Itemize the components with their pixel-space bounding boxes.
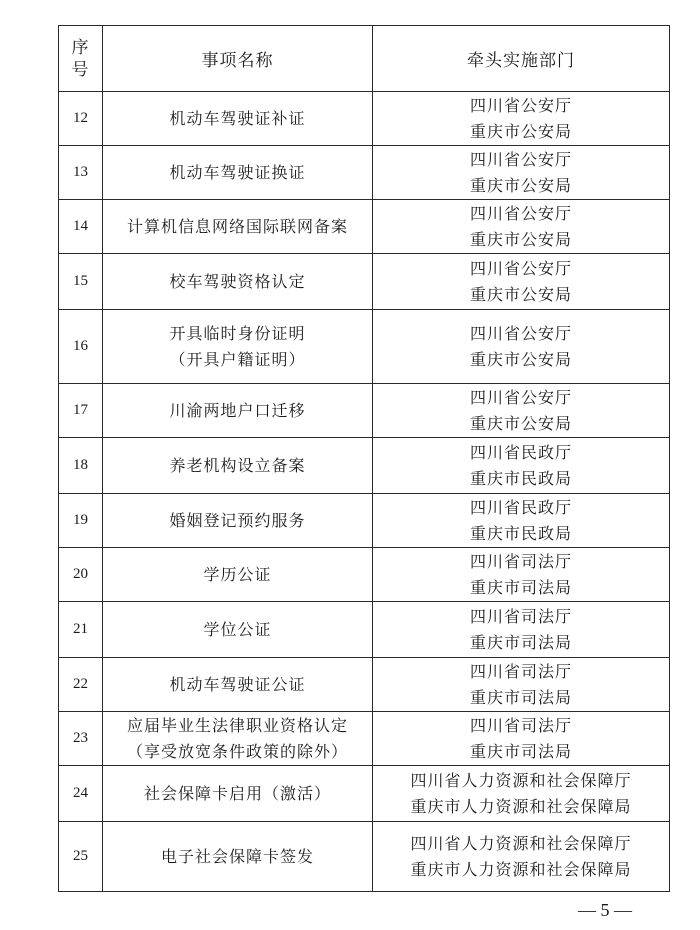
item-name-line: 开具临时身份证明 [169,323,306,343]
row-number: 19 [59,494,103,548]
table-row [59,658,670,712]
item-name-line: 电子社会保障卡签发 [160,846,314,866]
table-row [59,254,670,310]
department-line: 重庆市公安局 [469,349,572,369]
department-line: 四川省公安厅 [469,387,572,407]
header-number [59,26,103,92]
row-number: 23 [59,712,103,766]
item-name-line: 校车驾驶资格认定 [169,271,306,291]
table-row [59,712,670,766]
item-name-line: 婚姻登记预约服务 [169,510,306,530]
item-name-line: （开具户籍证明） [169,349,306,369]
department-line: 重庆市司法局 [469,632,572,652]
item-name-line: 计算机信息网络国际联网备案 [126,216,348,236]
item-name-line: 机动车驾驶证公证 [169,674,306,694]
table-row [59,822,670,892]
item-name-cell [103,712,373,766]
item-name-cell [103,384,373,438]
row-number: 24 [59,766,103,822]
row-number: 25 [59,822,103,892]
item-name-cell [103,310,373,384]
item-name-cell [103,822,373,892]
item-name-cell [103,766,373,822]
department-line: 重庆市人力资源和社会保障局 [410,796,632,816]
department-line: 重庆市司法局 [469,687,572,707]
item-name-line: （享受放宽条件政策的除外） [126,741,348,761]
table-row [59,602,670,658]
department-line: 四川省人力资源和社会保障厅 [410,770,632,790]
department-line: 四川省民政厅 [469,442,572,462]
item-name-cell [103,200,373,254]
page-number: — 5 — [578,900,632,920]
department-line: 四川省公安厅 [469,323,572,343]
department-cell [373,310,670,384]
department-cell [373,658,670,712]
table-body [59,92,670,892]
header-number-line2: 号 [71,59,90,80]
department-line: 重庆市司法局 [469,577,572,597]
table-row [59,146,670,200]
item-name-cell [103,92,373,146]
department-cell [373,766,670,822]
item-name-line: 社会保障卡启用（激活） [143,783,331,803]
department-cell [373,146,670,200]
row-number: 15 [59,254,103,310]
row-number: 16 [59,310,103,384]
department-cell [373,822,670,892]
department-cell [373,548,670,602]
department-line: 重庆市人力资源和社会保障局 [410,859,632,879]
row-number: 17 [59,384,103,438]
table-row [59,310,670,384]
item-name-line: 学位公证 [203,619,272,639]
table-row [59,438,670,494]
department-line: 四川省公安厅 [469,203,572,223]
department-line: 重庆市公安局 [469,284,572,304]
department-cell [373,254,670,310]
department-line: 四川省人力资源和社会保障厅 [410,833,632,853]
table-row [59,384,670,438]
item-name-cell [103,602,373,658]
department-cell [373,602,670,658]
header-row [59,26,670,92]
item-name-line: 川渝两地户口迁移 [169,400,306,420]
header-item-name: 事项名称 [103,26,373,92]
item-name-line: 养老机构设立备案 [169,455,306,475]
department-line: 重庆市司法局 [469,741,572,761]
item-name-cell [103,494,373,548]
row-number: 20 [59,548,103,602]
department-line: 四川省公安厅 [469,149,572,169]
item-name-cell [103,438,373,494]
department-line: 四川省司法厅 [469,551,572,571]
item-name-cell [103,548,373,602]
department-line: 重庆市民政局 [469,468,572,488]
department-line: 重庆市公安局 [469,175,572,195]
row-number: 14 [59,200,103,254]
department-line: 四川省民政厅 [469,497,572,517]
row-number: 22 [59,658,103,712]
item-name-line: 学历公证 [203,564,272,584]
header-department: 牵头实施部门 [373,26,670,92]
department-line: 四川省公安厅 [469,95,572,115]
department-line: 重庆市公安局 [469,121,572,141]
department-line: 四川省司法厅 [469,661,572,681]
table-row [59,494,670,548]
department-line: 四川省公安厅 [469,258,572,278]
department-line: 四川省司法厅 [469,715,572,735]
row-number: 21 [59,602,103,658]
header-number-line1: 序 [71,37,90,58]
row-number: 18 [59,438,103,494]
department-line: 四川省司法厅 [469,606,572,626]
table-row [59,766,670,822]
row-number: 13 [59,146,103,200]
item-name-cell [103,254,373,310]
item-name-line: 机动车驾驶证换证 [169,162,306,182]
department-cell [373,712,670,766]
department-cell [373,494,670,548]
department-cell [373,200,670,254]
row-number: 12 [59,92,103,146]
table-row [59,200,670,254]
department-cell [373,438,670,494]
items-table [58,25,670,892]
item-name-line: 应届毕业生法律职业资格认定 [126,715,348,735]
item-name-line: 机动车驾驶证补证 [169,108,306,128]
department-cell [373,92,670,146]
table-row [59,548,670,602]
item-name-cell [103,146,373,200]
item-name-cell [103,658,373,712]
department-line: 重庆市公安局 [469,413,572,433]
department-line: 重庆市公安局 [469,229,572,249]
department-cell [373,384,670,438]
department-line: 重庆市民政局 [469,523,572,543]
table-row [59,92,670,146]
